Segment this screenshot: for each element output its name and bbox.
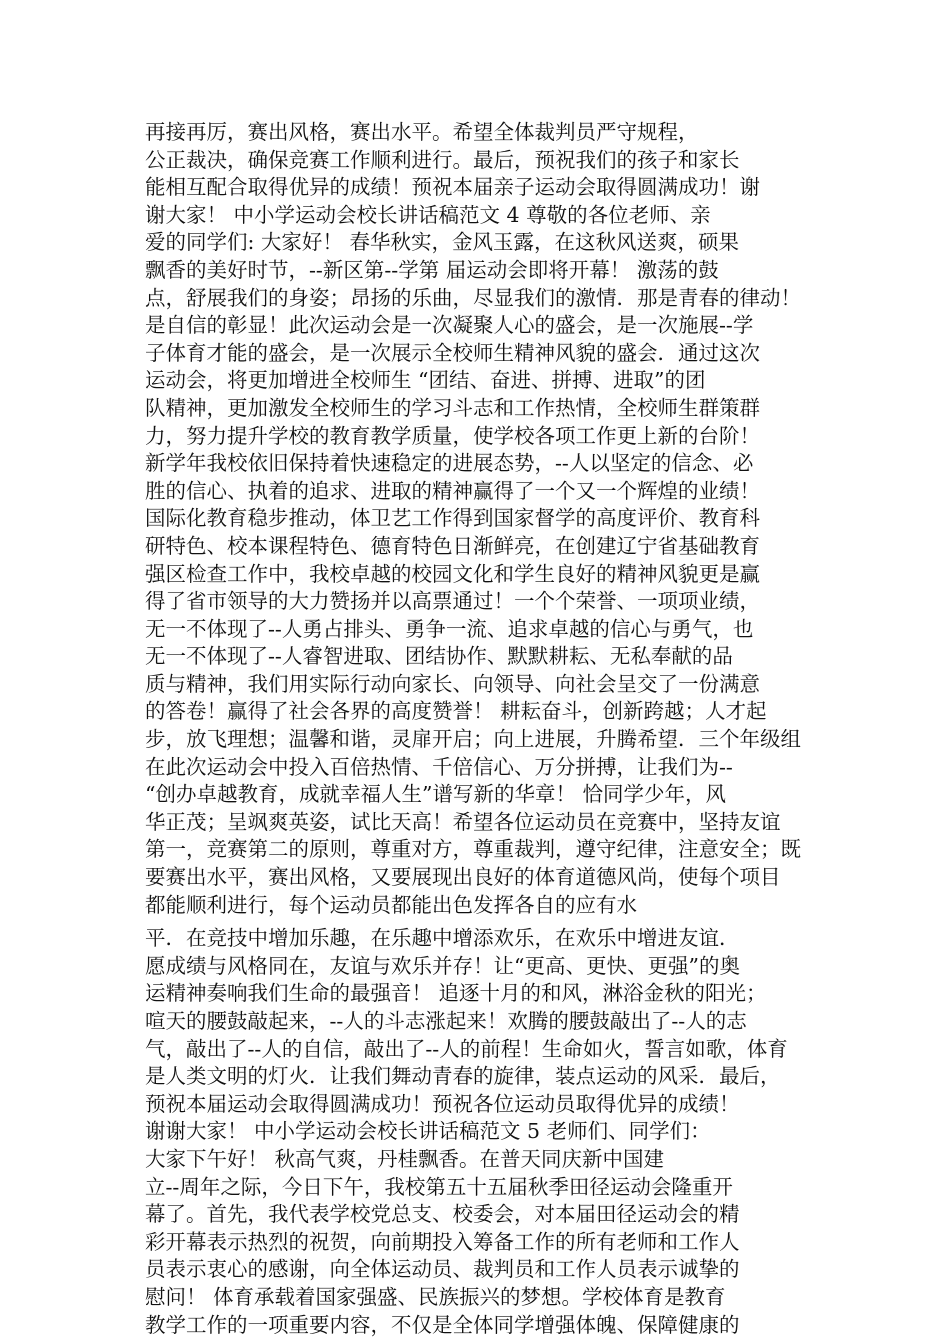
text-line: 彩开幕表示热烈的祝贺，向前期投入筹备工作的所有老师和工作人 [145, 1229, 740, 1254]
text-line: 华正茂；呈飒爽英姿，试比天高！希望各位运动员在竞赛中，坚持友谊 [145, 809, 781, 834]
text-line: 子体育才能的盛会，是一次展示全校师生精神风貌的盛会．通过这次 [145, 340, 760, 365]
text-line: 力，努力提升学校的教育教学质量，使学校各项工作更上新的台阶！ [145, 423, 760, 448]
text-line: 无一不体现了--人睿智进取、团结协作、默默耕耘、无私奉献的品 [145, 644, 733, 669]
text-line: 是人类文明的灯火．让我们舞动青春的旋律，装点运动的风采．最后， [145, 1064, 781, 1089]
text-line: 教学工作的一项重要内容，不仅是全体同学增强体魄、保障健康的 [145, 1312, 740, 1337]
text-line: 无一不体现了--人勇占排头、勇争一流、追求卓越的信心与勇气，也 [145, 616, 754, 641]
text-line: 队精神，更加激发全校师生的学习斗志和工作热情，全校师生群策群 [145, 395, 760, 420]
text-line: 要赛出水平，赛出风格，又要展现出良好的体育道德风尚，使每个项目 [145, 865, 781, 890]
text-line: 运动会，将更加增进全校师生 “团结、奋进、拼搏、进取”的团 [145, 368, 706, 393]
text-line: 飘香的美好时节，--新区第--学第 届运动会即将开幕！ 激荡的鼓 [145, 257, 719, 282]
text-line: 第一，竞赛第二的原则，尊重对方，尊重裁判，遵守纪律，注意安全；既 [145, 837, 801, 862]
text-line: 员表示衷心的感谢，向全体运动员、裁判员和工作人员表示诚挚的 [145, 1257, 740, 1282]
text-line: 爱的同学们: 大家好！ 春华秋实，金风玉露，在这秋风送爽，硕果 [145, 230, 739, 255]
text-line: “创办卓越教育，成就幸福人生”谱写新的华章！ 恰同学少年，风 [145, 782, 726, 807]
text-line: 愿成绩与风格同在，友谊与欢乐并存！让“更高、更快、更强”的奥 [145, 953, 740, 978]
text-line: 是自信的彰显！此次运动会是一次凝聚人心的盛会，是一次施展--学 [145, 313, 754, 338]
text-line: 能相互配合取得优异的成绩！预祝本届亲子运动会取得圆满成功！谢 [145, 175, 760, 200]
text-line: 都能顺利进行，每个运动员都能出色发挥各自的应有水 [145, 892, 637, 917]
text-line: 的答卷！赢得了社会各界的高度赞誉！ 耕耘奋斗，创新跨越；人才起 [145, 699, 767, 724]
speech-text-block [145, 119, 810, 1339]
text-line: 谢谢大家！ 中小学运动会校长讲话稿范文 5 老师们、同学们： [145, 1119, 711, 1144]
speech-paragraph-group-1 [145, 119, 810, 919]
text-line: 国际化教育稳步推动，体卫艺工作得到国家督学的高度评价、教育科 [145, 506, 760, 531]
text-line: 得了省市领导的大力赞扬并以高票通过！一个个荣誉、一项项业绩， [145, 589, 760, 614]
text-line: 再接再厉，赛出风格，赛出水平。希望全体裁判员严守规程， [145, 120, 699, 144]
text-line: 新学年我校依旧保持着快速稳定的进展态势，--人以坚定的信念、必 [145, 451, 754, 476]
text-line: 研特色、校本课程特色、德育特色日渐鲜亮，在创建辽宁省基础教育 [145, 533, 760, 558]
text-line: 气，敲出了--人的自信，敲出了--人的前程！生命如火，誓言如歌，体育 [145, 1036, 788, 1061]
text-line: 平．在竞技中增加乐趣，在乐趣中增添欢乐，在欢乐中增进友谊． [145, 926, 740, 951]
text-line: 谢大家！ 中小学运动会校长讲话稿范文 4 尊敬的各位老师、亲 [145, 202, 711, 227]
text-line: 步，放飞理想；温馨和谐，灵扉开启；向上进展，升腾希望．三个年级组 [145, 727, 801, 752]
text-line: 慰问！ 体育承载着国家强盛、民族振兴的梦想。学校体育是教育 [145, 1284, 726, 1309]
text-line: 公正裁决，确保竞赛工作顺利进行。最后，预祝我们的孩子和家长 [145, 147, 740, 172]
text-line: 大家下午好！ 秋高气爽，丹桂飘香。在普天同庆新中国建 [145, 1146, 665, 1171]
text-line: 胜的信心、执着的追求、进取的精神赢得了一个又一个辉煌的业绩！ [145, 478, 760, 503]
text-line: 运精神奏响我们生命的最强音！ 追逐十月的和风，淋浴金秋的阳光； [145, 981, 767, 1006]
text-line: 点，舒展我们的身姿；昂扬的乐曲，尽显我们的激情．那是青春的律动！ [145, 285, 801, 310]
text-line: 强区检查工作中，我校卓越的校园文化和学生良好的精神风貌更是赢 [145, 561, 760, 586]
text-line: 立--周年之际，今日下午，我校第五十五届秋季田径运动会隆重开 [145, 1174, 733, 1199]
text-line: 质与精神，我们用实际行动向家长、向领导、向社会呈交了一份满意 [145, 671, 760, 696]
text-line: 预祝本届运动会取得圆满成功！预祝各位运动员取得优异的成绩！ [145, 1091, 740, 1116]
text-line: 喧天的腰鼓敲起来，--人的斗志涨起来！欢腾的腰鼓敲出了--人的志 [145, 1009, 747, 1033]
text-line: 幕了。首先，我代表学校党总支、校委会，对本届田径运动会的精 [145, 1202, 740, 1227]
text-line: 在此次运动会中投入百倍热情、千倍信心、万分拼搏，让我们为-- [145, 754, 733, 779]
speech-paragraph-group-2 [145, 925, 810, 1339]
